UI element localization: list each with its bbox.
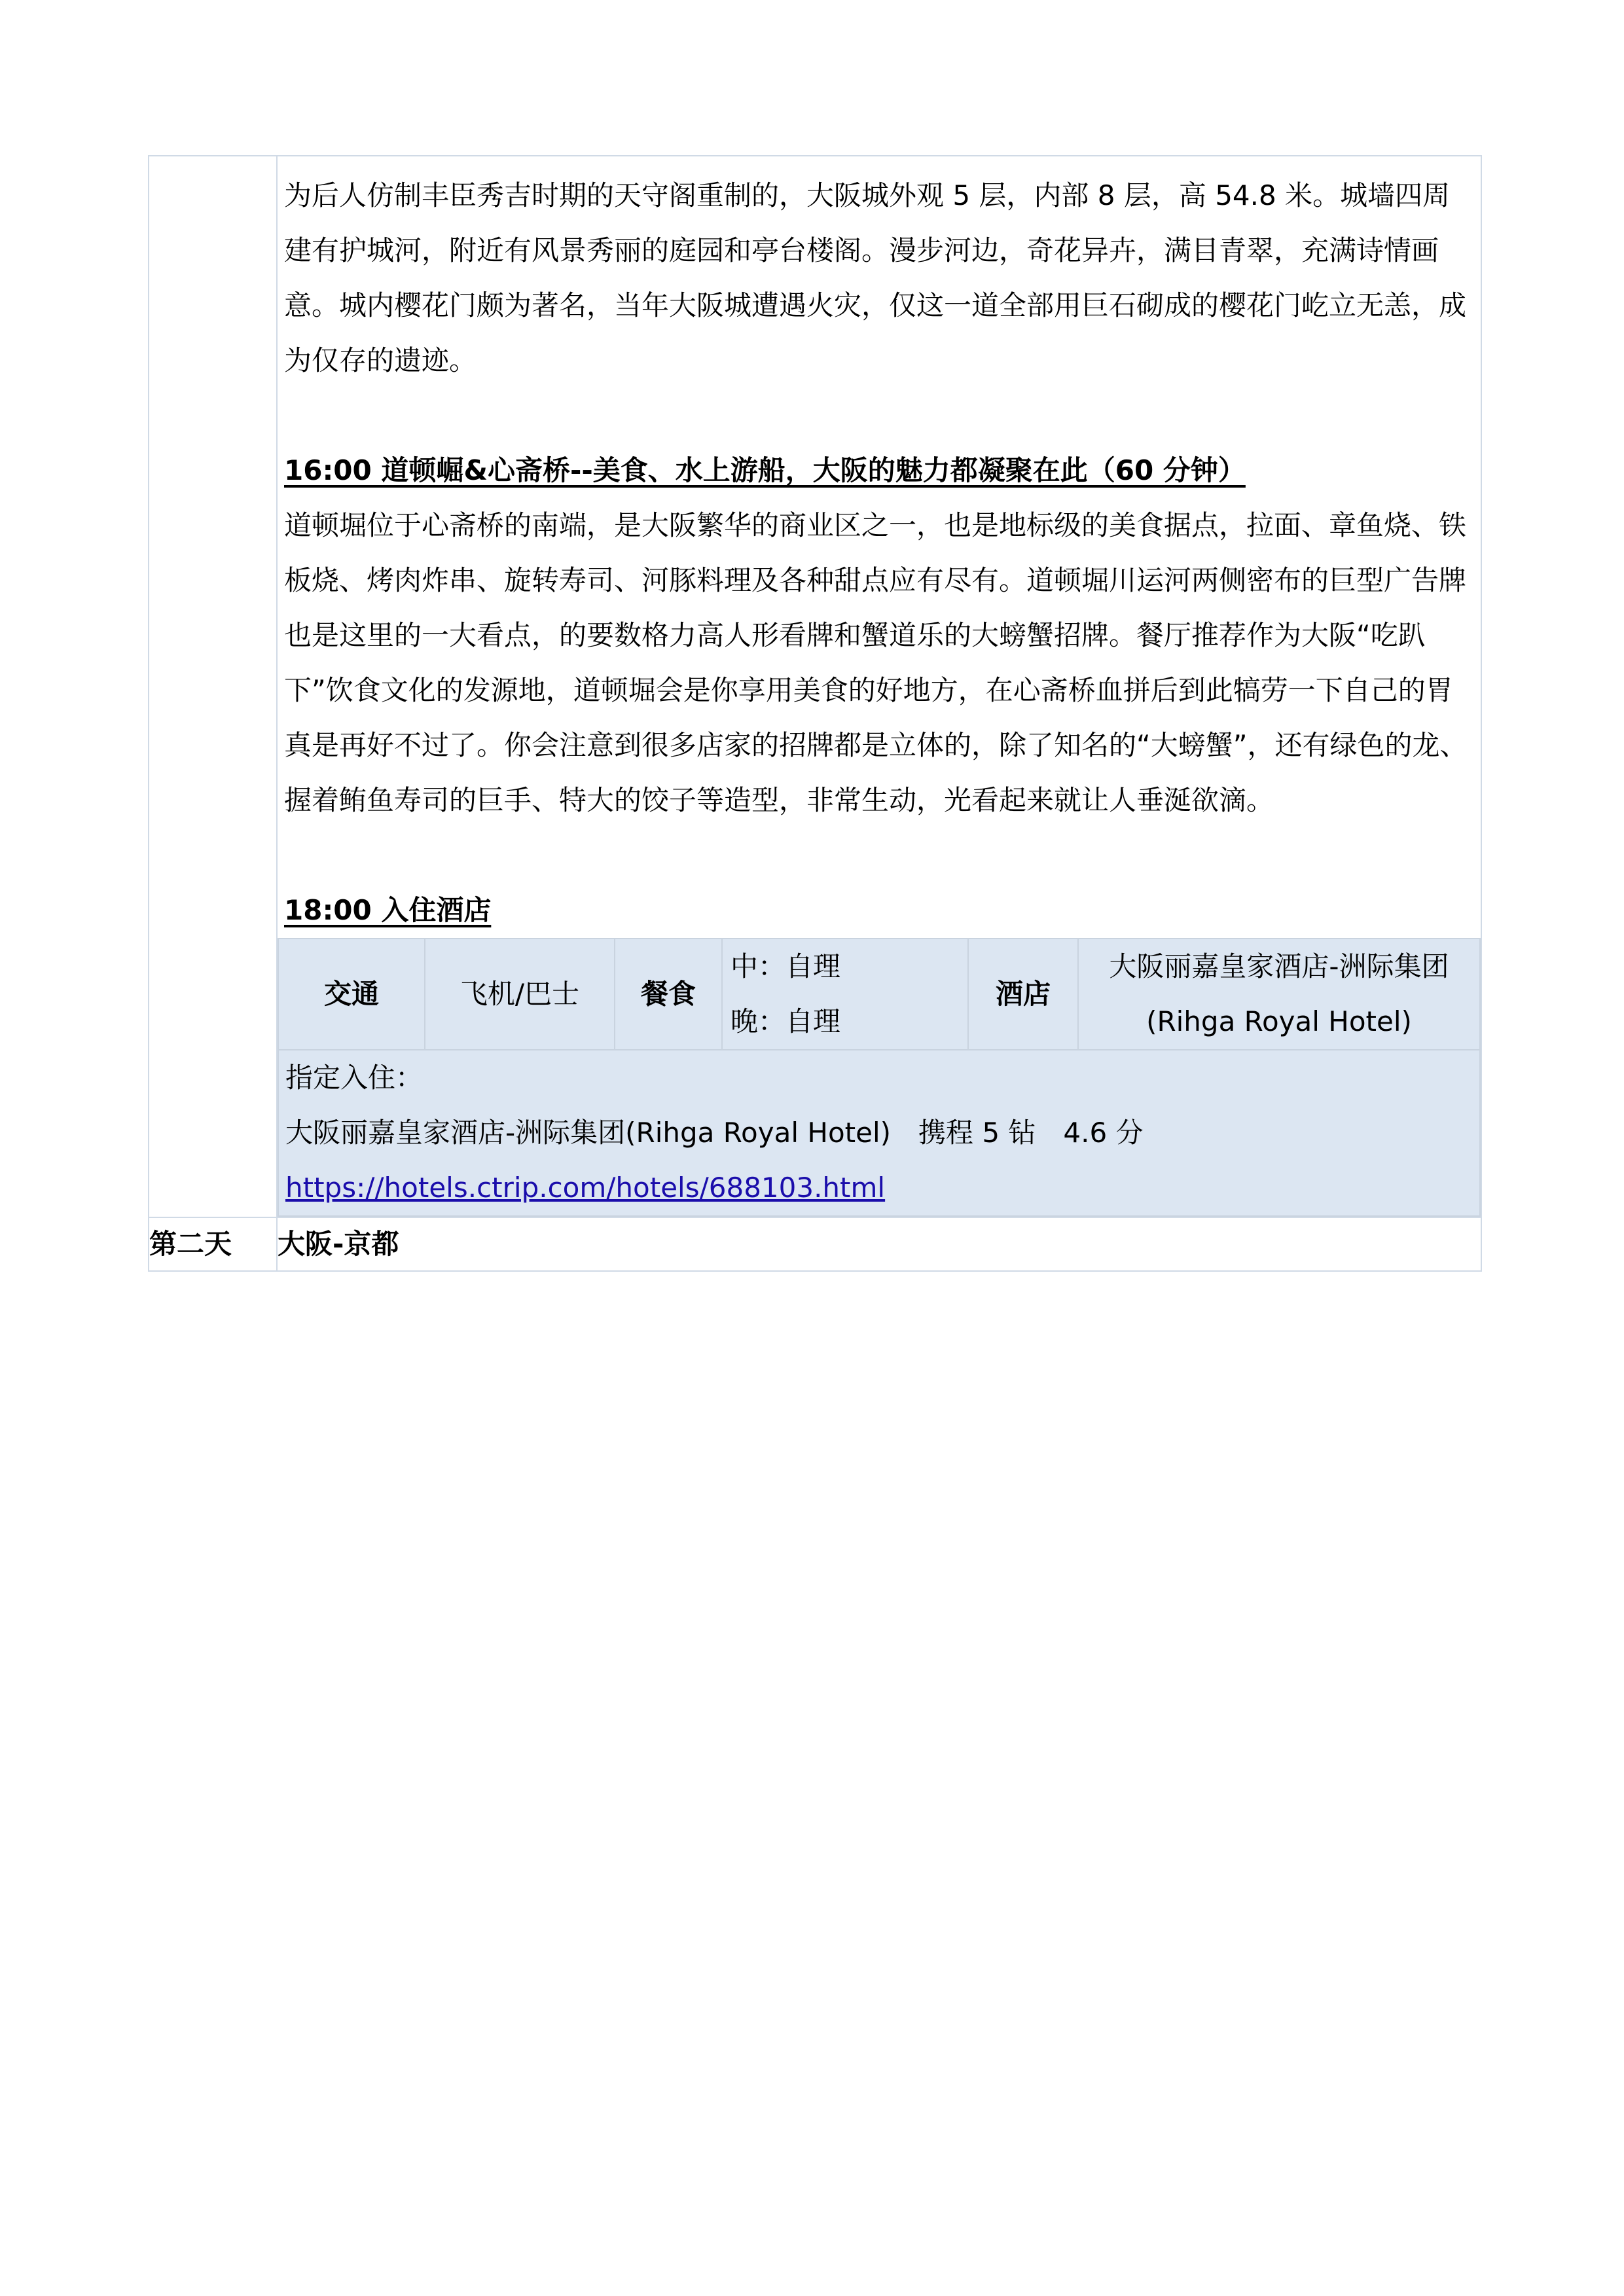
hotel-name-line1: 大阪丽嘉皇家酒店-洲际集团 <box>1109 950 1449 982</box>
dotonbori-section-title: 16:00 道顿崛&心斋桥--美食、水上游船，大阪的魅力都凝聚在此（60 分钟） <box>284 454 1246 486</box>
designated-hotel-cell <box>278 1050 1480 1216</box>
meal-lunch: 中：自理 <box>731 950 841 982</box>
meal-label: 餐食 <box>615 939 722 1050</box>
itinerary-table <box>148 155 1482 1272</box>
day2-title: 大阪-京都 <box>277 1217 1481 1271</box>
meal-values <box>722 939 968 1050</box>
day2-label: 第二天 <box>149 1217 277 1271</box>
hotel-name <box>1078 939 1480 1050</box>
spacer <box>284 828 1474 883</box>
day1-info-table <box>278 938 1481 1217</box>
hotel-name-line2: (Rihga Royal Hotel) <box>1146 1005 1412 1037</box>
day1-label-cell <box>149 156 277 1217</box>
meal-dinner: 晚：自理 <box>731 1005 841 1037</box>
day1-row <box>149 156 1481 1217</box>
designated-hotel-row <box>278 1050 1480 1216</box>
dotonbori-paragraph: 道顿堀位于心斋桥的南端，是大阪繁华的商业区之一，也是地标级的美食据点，拉面、章鱼烧、铁板烧、烤肉炸串、旋转寿司、河豚料理及各种甜点应有尽有。道顿堀川运河两侧密布的巨型广告牌也是这里的一大看点，的要数格力高人形看牌和蟹道乐的大螃蟹招牌。餐厅推荐作为大阪“吃趴下”饮食文化的发源地，道顿堀会是你享用美食的好地方，在心斋桥血拼后到此犒劳一下自己的胃真是再好不过了。你会注意到很多店家的招牌都是立体的，除了知名的“大螃蟹”，还有绿色的龙、握着鲔鱼寿司的巨手、特大的饺子等造型，非常生动，光看起来就让人垂涎欲滴。 <box>284 509 1468 816</box>
castle-paragraph: 为后人仿制丰臣秀吉时期的天守阁重制的，大阪城外观 5 层，内部 8 层，高 54.8 米。城墙四周建有护城河，附近有风景秀丽的庭园和亭台楼阁。漫步河边，奇花异卉，满目青翠，充满诗情画意。城内樱花门颇为著名，当年大阪城遭遇火灾，仅这一道全部用巨石砌成的樱花门屹立无恙，成为仅存的遗迹。 <box>284 179 1467 376</box>
designated-label: 指定入住： <box>285 1062 424 1094</box>
day1-content <box>278 156 1481 938</box>
day2-row <box>149 1217 1481 1271</box>
transport-value: 飞机/巴士 <box>425 939 615 1050</box>
hotel-section-title: 18:00 入住酒店 <box>284 894 492 926</box>
spacer <box>284 388 1474 443</box>
transport-label: 交通 <box>278 939 425 1050</box>
hotel-link[interactable]: https://hotels.ctrip.com/hotels/688103.html <box>285 1172 886 1204</box>
designated-detail: 大阪丽嘉皇家酒店-洲际集团(Rihga Royal Hotel) 携程 5 钻 4.6 分 <box>285 1117 1144 1149</box>
hotel-label: 酒店 <box>968 939 1078 1050</box>
info-row <box>278 939 1480 1050</box>
day1-content-cell <box>277 156 1481 1217</box>
